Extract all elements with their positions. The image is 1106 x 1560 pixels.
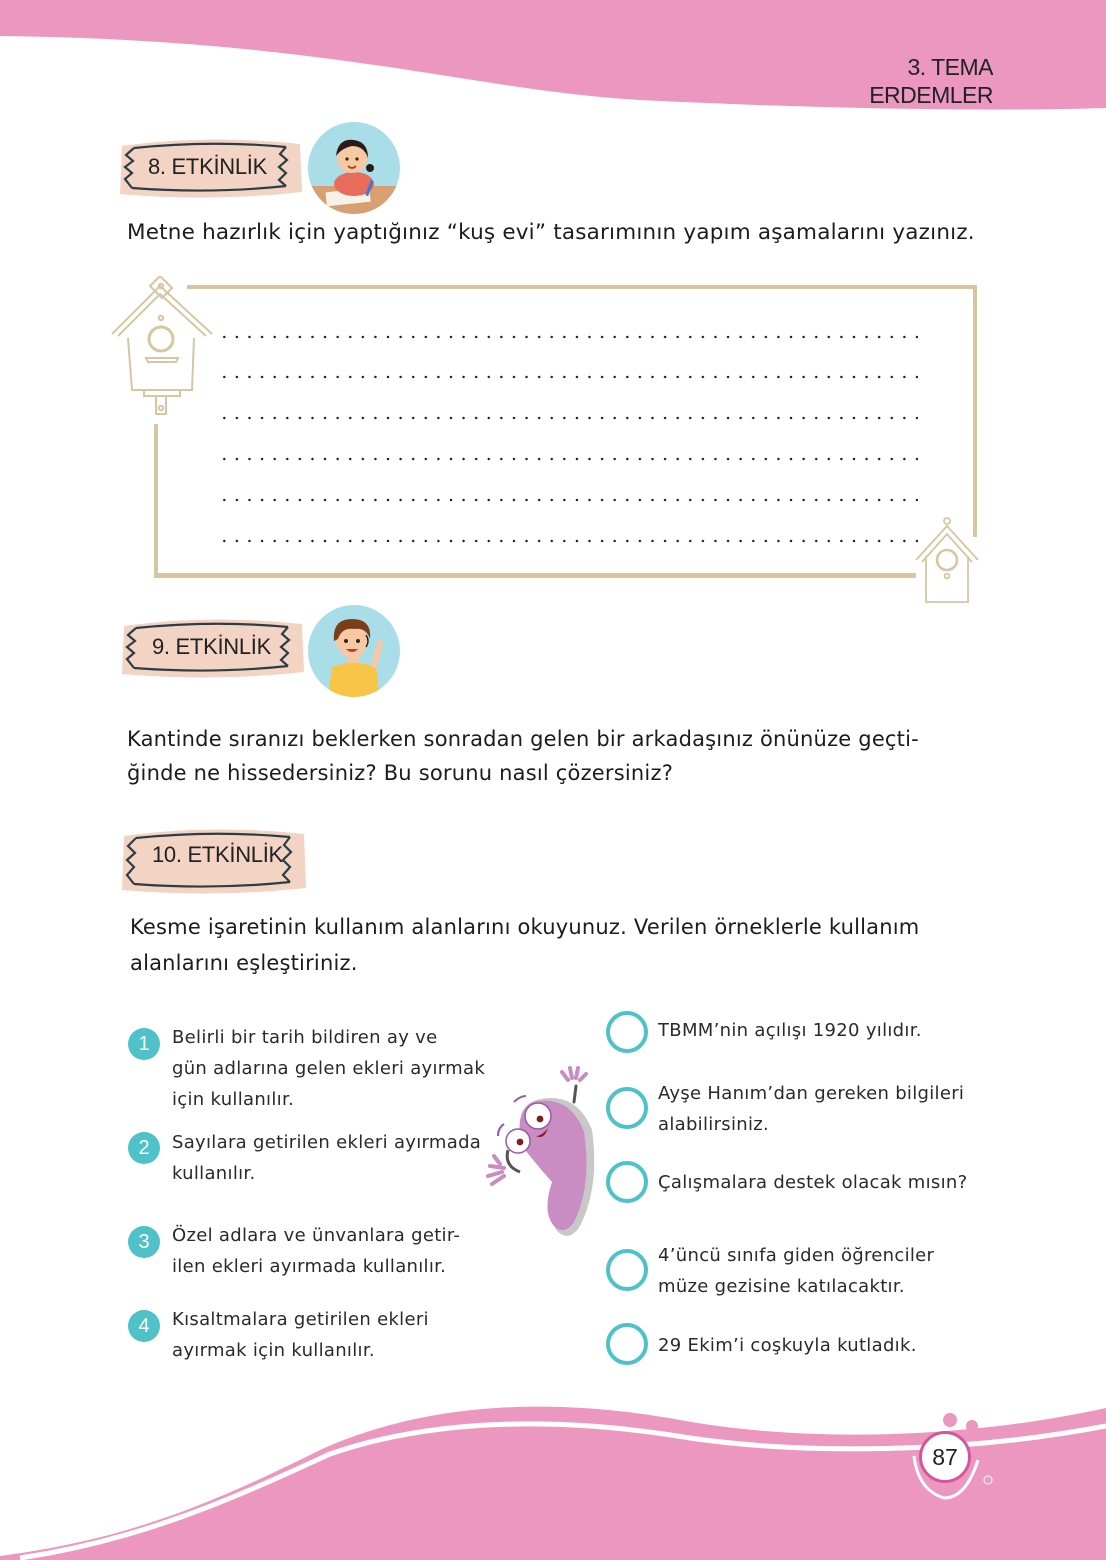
use-number-3: 3	[128, 1226, 160, 1258]
use-number-1: 1	[128, 1028, 160, 1060]
use-3-line: Özel adlara ve ünvanlara getir-	[172, 1225, 461, 1246]
example-4-line: 4’üncü sınıfa giden öğrenciler	[658, 1245, 935, 1266]
activity-9-prompt-line-2: ğinde ne hissedersiniz? Bu sorunu nasıl çözersiniz?	[127, 761, 674, 785]
example-1-text	[658, 1015, 922, 1046]
activity-9-label: 9. ETKİNLİK	[152, 634, 271, 659]
example-2-line: alabilirsiniz.	[658, 1114, 770, 1135]
use-1-text	[172, 1022, 485, 1115]
use-number-4: 4	[128, 1310, 160, 1342]
match-answer-circle-5[interactable]	[606, 1323, 648, 1365]
boy-thinking-avatar	[308, 605, 400, 697]
use-1-line: gün adlarına gelen ekleri ayırmak	[172, 1058, 486, 1079]
use-1-line: için kullanılır.	[172, 1089, 295, 1110]
theme-number: 3. TEMA	[907, 54, 993, 80]
match-answer-circle-1[interactable]	[606, 1011, 648, 1053]
birdhouse-icon	[912, 516, 982, 604]
example-3-text	[658, 1167, 967, 1198]
example-5-line: 29 Ekim’i coşkuyla kutladık.	[658, 1335, 917, 1356]
answer-line-5[interactable]	[218, 497, 918, 503]
activity-10-prompt-line-1: Kesme işaretinin kullanım alanlarını okuyunuz. Verilen örneklerle kullanım	[130, 915, 920, 939]
answer-line-1[interactable]	[218, 334, 918, 340]
example-5-text	[658, 1330, 917, 1361]
example-1-line: TBMM’nin açılışı 1920 yılıdır.	[658, 1020, 922, 1041]
answer-line-2[interactable]	[218, 374, 918, 380]
answer-frame-right	[973, 289, 977, 537]
example-4-line: müze gezisine katılacaktır.	[658, 1276, 905, 1297]
use-4-line: ayırmak için kullanılır.	[172, 1340, 375, 1361]
apostrophe-mascot	[484, 1066, 604, 1246]
activity-10-label: 10. ETKİNLİK	[152, 842, 283, 867]
example-2-text	[658, 1078, 964, 1140]
answer-line-6[interactable]	[218, 538, 918, 544]
use-number-2: 2	[128, 1132, 160, 1164]
girl-writing-avatar	[308, 122, 400, 214]
use-2-line: kullanılır.	[172, 1163, 256, 1184]
example-4-text	[658, 1240, 934, 1302]
example-2-line: Ayşe Hanım’dan gereken bilgileri	[658, 1083, 965, 1104]
birdhouse-icon	[108, 276, 220, 418]
answer-line-3[interactable]	[218, 415, 918, 421]
use-3-line: ilen ekleri ayırmada kullanılır.	[172, 1256, 447, 1277]
activity-8-banner	[116, 136, 306, 198]
use-2-line: Sayılara getirilen ekleri ayırmada	[172, 1132, 482, 1153]
match-answer-circle-2[interactable]	[606, 1087, 648, 1129]
use-4-text	[172, 1304, 429, 1366]
activity-9-banner	[118, 616, 308, 678]
answer-frame-left	[154, 424, 158, 577]
example-3-line: Çalışmalara destek olacak mısın?	[658, 1172, 968, 1193]
use-1-line: Belirli bir tarih bildiren ay ve	[172, 1027, 438, 1048]
use-4-line: Kısaltmalara getirilen ekleri	[172, 1309, 429, 1330]
use-3-text	[172, 1220, 460, 1282]
match-answer-circle-3[interactable]	[606, 1161, 648, 1203]
match-answer-circle-4[interactable]	[606, 1249, 648, 1291]
activity-10-banner	[118, 826, 310, 888]
answer-frame-top	[187, 285, 977, 289]
theme-name: ERDEMLER	[869, 82, 993, 108]
page-number: 87	[919, 1431, 971, 1483]
activity-10-prompt-line-2: alanlarını eşleştiriniz.	[130, 951, 358, 975]
answer-line-4[interactable]	[218, 456, 918, 462]
answer-frame-bottom	[154, 573, 916, 578]
use-2-text	[172, 1127, 481, 1189]
activity-8-label: 8. ETKİNLİK	[148, 154, 267, 179]
activity-9-prompt-line-1: Kantinde sıranızı beklerken sonradan gelen bir arkadaşınız önünüze geçti-	[127, 727, 919, 751]
activity-8-prompt: Metne hazırlık için yaptığınız “kuş evi” tasarımının yapım aşamalarını yazınız.	[127, 220, 975, 245]
